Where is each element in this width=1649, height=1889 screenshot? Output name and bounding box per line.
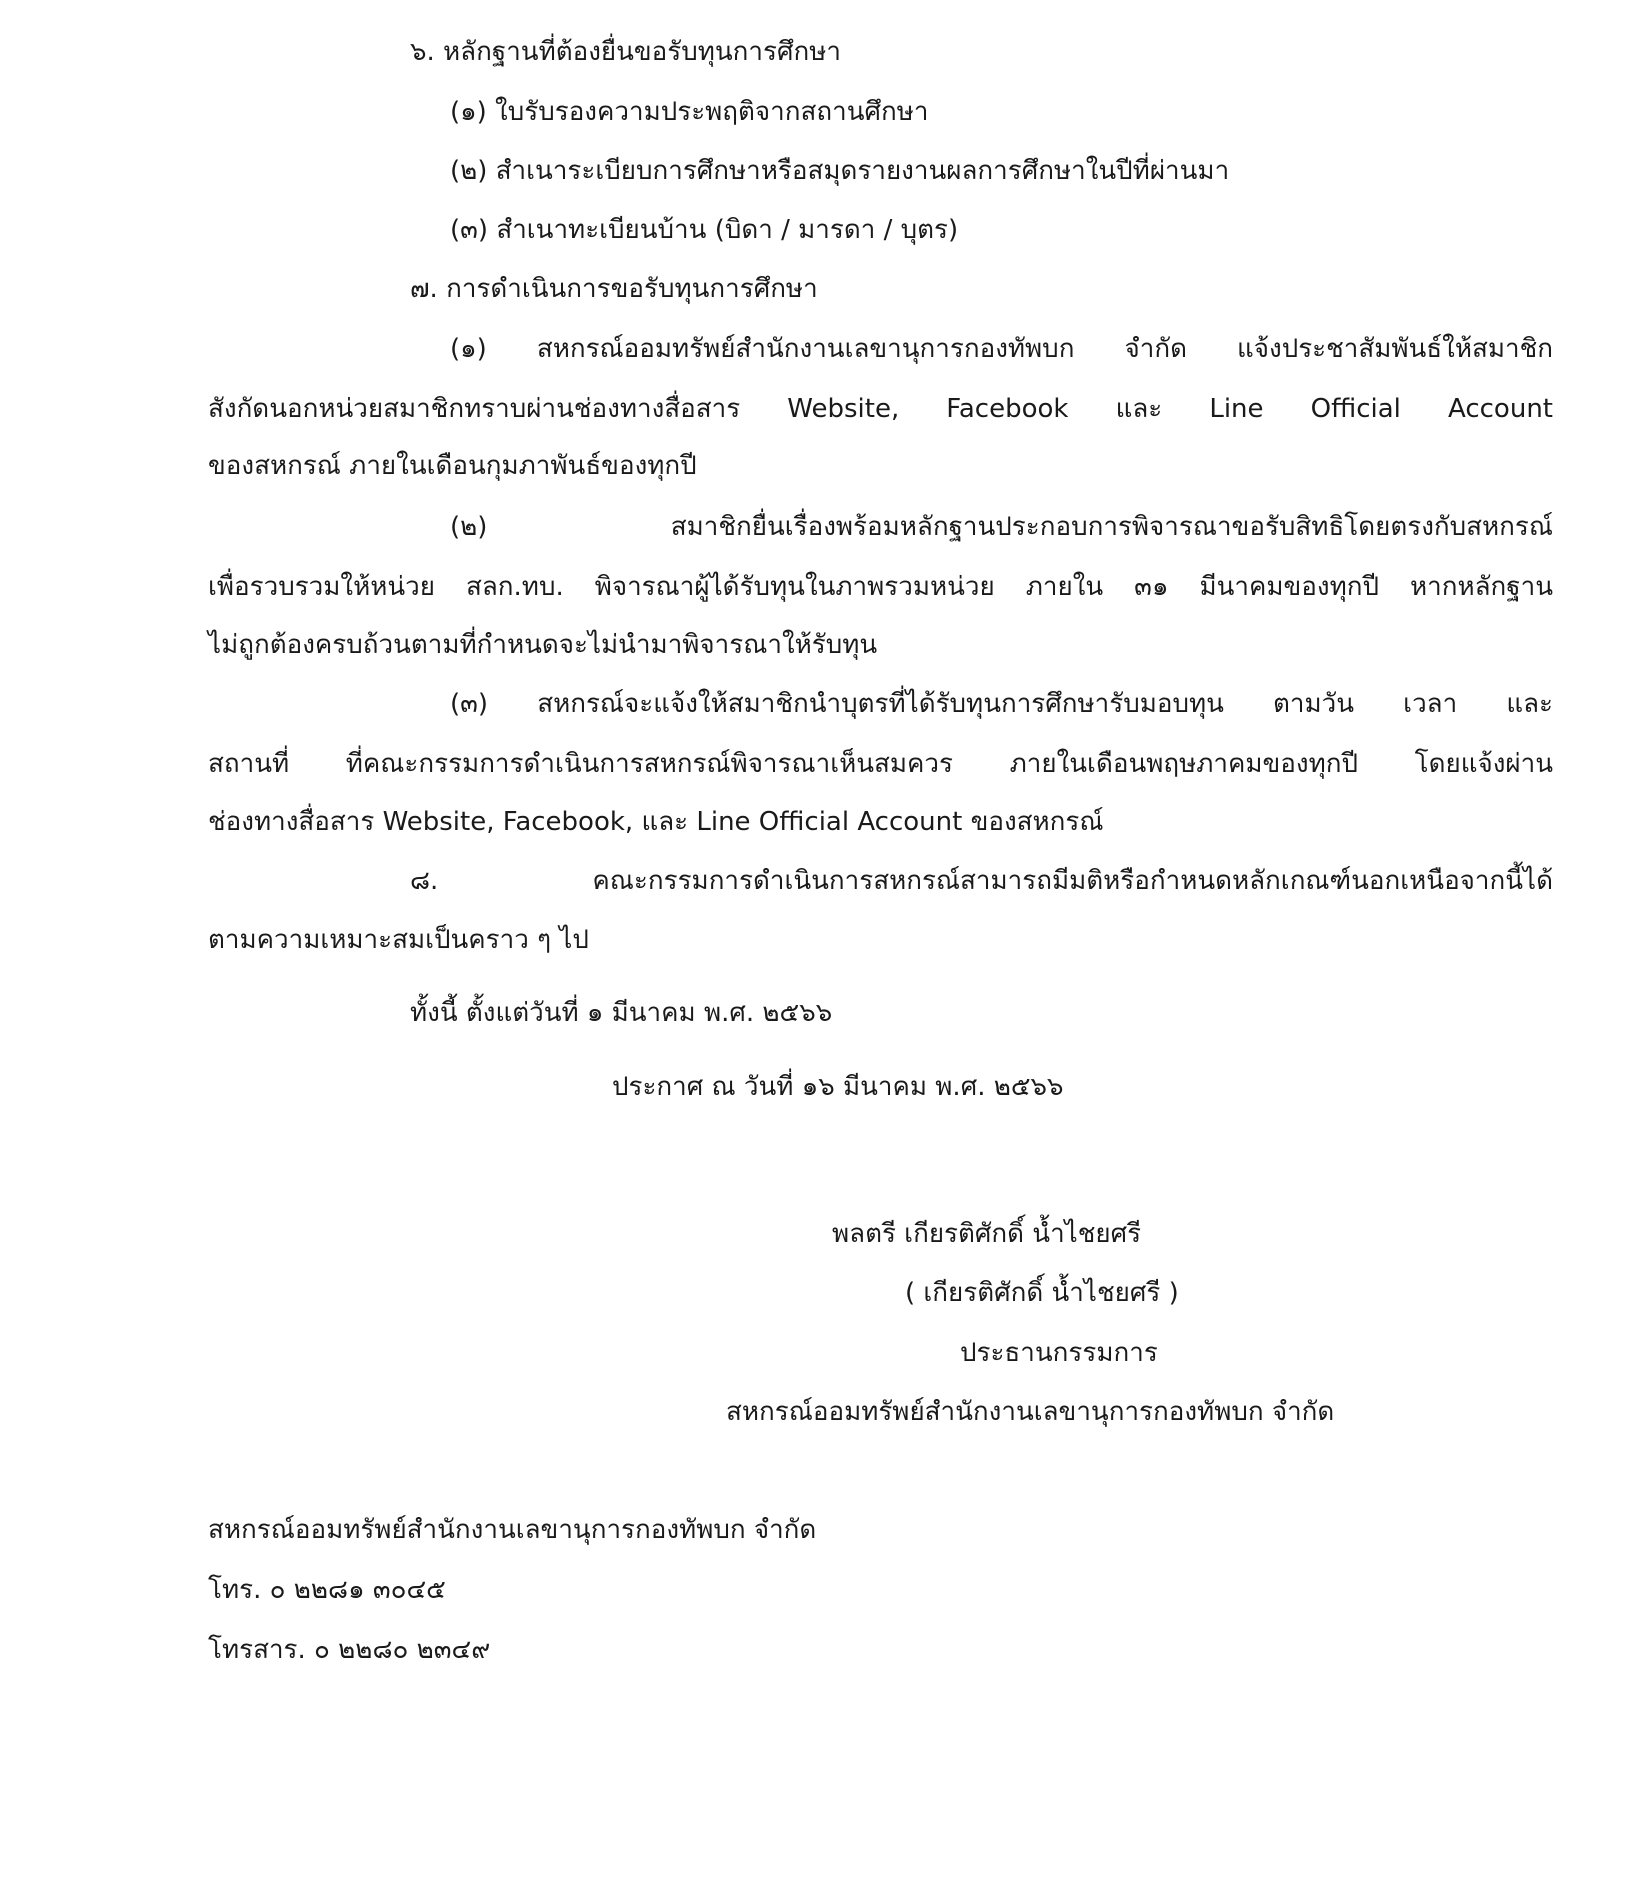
effective-date: ทั้งนี้ ตั้งแต่วันที่ ๑ มีนาคม พ.ศ. ๒๕๖๖	[410, 998, 833, 1028]
announcement-date: ประกาศ ณ วันที่ ๑๖ มีนาคม พ.ศ. ๒๕๖๖	[612, 1072, 1064, 1102]
section-7-p3-line-3: ช่องทางสื่อสาร Website, Facebook, และ Line Official Account ของสหกรณ์	[208, 807, 1104, 837]
section-7-p3-line-2: สถานที่ ที่คณะกรรมการดำเนินการสหกรณ์พิจารณาเห็นสมควร ภายในเดือนพฤษภาคมของทุกปี โดยแจ้งผ่าน	[208, 749, 1553, 779]
section-7-heading: ๗. การดำเนินการขอรับทุนการศึกษา	[410, 274, 818, 304]
signature-rank-name: พลตรี เกียรติศักดิ์ น้ำไชยศรี	[832, 1219, 1142, 1249]
section-6-item-2: (๒) สำเนาระเบียบการศึกษาหรือสมุดรายงานผลการศึกษาในปีที่ผ่านมา	[450, 156, 1230, 186]
section-7-p1-line-2: สังกัดนอกหน่วยสมาชิกทราบผ่านช่องทางสื่อสาร Website, Facebook และ Line Official Account	[208, 394, 1553, 424]
section-8-line-1: ๘. คณะกรรมการดำเนินการสหกรณ์สามารถมีมติหรือกำหนดหลักเกณฑ์นอกเหนือจากนี้ได้	[410, 866, 1553, 896]
footer-organization: สหกรณ์ออมทรัพย์สำนักงานเลขานุการกองทัพบก จำกัด	[208, 1515, 817, 1545]
footer-phone: โทร. ๐ ๒๒๘๑ ๓๐๔๕	[208, 1575, 446, 1605]
section-6-item-3: (๓) สำเนาทะเบียนบ้าน (บิดา / มารดา / บุตร)	[450, 215, 959, 245]
section-6-heading: ๖. หลักฐานที่ต้องยื่นขอรับทุนการศึกษา	[410, 37, 841, 67]
footer-fax: โทรสาร. ๐ ๒๒๘๐ ๒๓๔๙	[208, 1635, 491, 1665]
section-7-p1-line-3: ของสหกรณ์ ภายในเดือนกุมภาพันธ์ของทุกปี	[208, 451, 697, 481]
section-7-p3-line-1: (๓) สหกรณ์จะแจ้งให้สมาชิกนำบุตรที่ได้รับทุนการศึกษารับมอบทุน ตามวัน เวลา และ	[450, 689, 1553, 719]
signature-name-parenthesized: ( เกียรติศักดิ์ น้ำไชยศรี )	[905, 1278, 1179, 1308]
section-7-p2-line-1: (๒) สมาชิกยื่นเรื่องพร้อมหลักฐานประกอบการพิจารณาขอรับสิทธิโดยตรงกับสหกรณ์	[450, 512, 1553, 542]
section-7-p1-line-1: (๑) สหกรณ์ออมทรัพย์สำนักงานเลขานุการกองทัพบก จำกัด แจ้งประชาสัมพันธ์ให้สมาชิก	[450, 334, 1553, 364]
section-6-item-1: (๑) ใบรับรองความประพฤติจากสถานศึกษา	[450, 97, 929, 127]
section-7-p2-line-2: เพื่อรวบรวมให้หน่วย สลก.ทบ. พิจารณาผู้ได้รับทุนในภาพรวมหน่วย ภายใน ๓๑ มีนาคมของทุกปี หากหลักฐาน	[208, 572, 1553, 602]
section-7-p2-line-3: ไม่ถูกต้องครบถ้วนตามที่กำหนดจะไม่นำมาพิจารณาให้รับทุน	[208, 630, 878, 660]
signature-organization: สหกรณ์ออมทรัพย์สำนักงานเลขานุการกองทัพบก จำกัด	[726, 1397, 1335, 1427]
signature-position: ประธานกรรมการ	[960, 1338, 1158, 1368]
section-8-line-2: ตามความเหมาะสมเป็นคราว ๆ ไป	[208, 925, 589, 955]
